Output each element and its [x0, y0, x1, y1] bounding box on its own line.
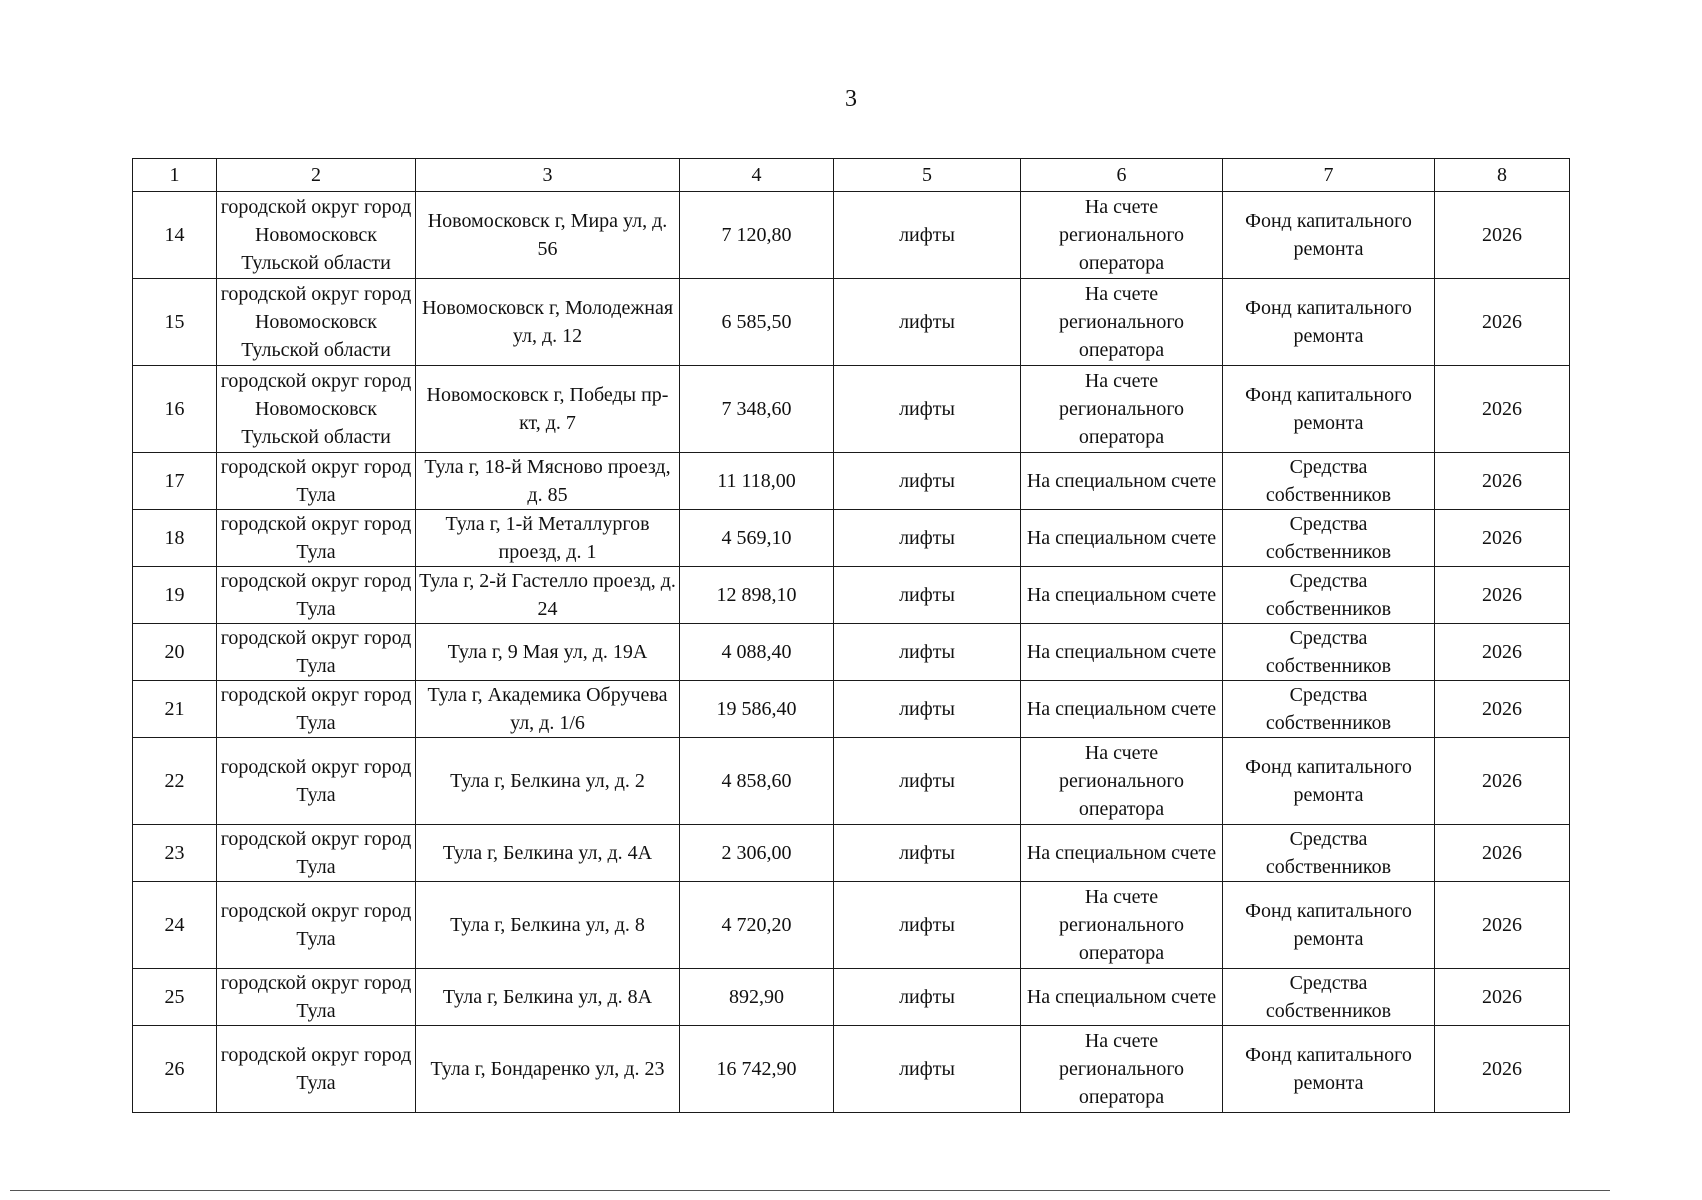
- column-header: 6: [1021, 159, 1223, 192]
- work-type: лифты: [834, 882, 1021, 969]
- municipal-district: городской округ город Новомосковск Тульской области: [217, 192, 416, 279]
- funding-source: Средства собственников: [1223, 825, 1435, 882]
- municipal-district: городской округ город Тула: [217, 738, 416, 825]
- municipal-district: городской округ город Тула: [217, 510, 416, 567]
- fund-account: На специальном счете: [1021, 453, 1223, 510]
- row-number: 25: [133, 969, 217, 1026]
- building-address: Тула г, Белкина ул, д. 8: [416, 882, 680, 969]
- building-area: 7 120,80: [680, 192, 834, 279]
- building-area: 2 306,00: [680, 825, 834, 882]
- work-type: лифты: [834, 969, 1021, 1026]
- row-number: 19: [133, 567, 217, 624]
- work-type: лифты: [834, 624, 1021, 681]
- building-area: 4 088,40: [680, 624, 834, 681]
- building-area: 4 569,10: [680, 510, 834, 567]
- funding-source: Средства собственников: [1223, 510, 1435, 567]
- fund-account: На счете регионального оператора: [1021, 1026, 1223, 1113]
- building-area: 4 720,20: [680, 882, 834, 969]
- funding-source: Средства собственников: [1223, 624, 1435, 681]
- fund-account: На специальном счете: [1021, 969, 1223, 1026]
- funding-source: Средства собственников: [1223, 567, 1435, 624]
- municipal-district: городской округ город Тула: [217, 567, 416, 624]
- row-number: 17: [133, 453, 217, 510]
- page-bottom-rule: [10, 1190, 1610, 1191]
- column-header: 7: [1223, 159, 1435, 192]
- fund-account: На специальном счете: [1021, 567, 1223, 624]
- column-header: 8: [1435, 159, 1570, 192]
- fund-account: На счете регионального оператора: [1021, 882, 1223, 969]
- fund-account: На специальном счете: [1021, 624, 1223, 681]
- repair-schedule-table: [132, 158, 1570, 1113]
- table-row: [133, 279, 1570, 366]
- table-row: [133, 738, 1570, 825]
- table-row: [133, 192, 1570, 279]
- fund-account: На специальном счете: [1021, 510, 1223, 567]
- building-area: 6 585,50: [680, 279, 834, 366]
- building-address: Тула г, Белкина ул, д. 4А: [416, 825, 680, 882]
- planned-year: 2026: [1435, 192, 1570, 279]
- building-address: Тула г, 18-й Мясново проезд, д. 85: [416, 453, 680, 510]
- table-row: [133, 510, 1570, 567]
- planned-year: 2026: [1435, 567, 1570, 624]
- row-number: 18: [133, 510, 217, 567]
- table-row: [133, 1026, 1570, 1113]
- building-address: Тула г, Академика Обручева ул, д. 1/6: [416, 681, 680, 738]
- building-address: Тула г, Белкина ул, д. 8А: [416, 969, 680, 1026]
- row-number: 24: [133, 882, 217, 969]
- fund-account: На счете регионального оператора: [1021, 366, 1223, 453]
- table-row: [133, 882, 1570, 969]
- row-number: 15: [133, 279, 217, 366]
- funding-source: Фонд капитального ремонта: [1223, 279, 1435, 366]
- work-type: лифты: [834, 738, 1021, 825]
- building-address: Тула г, Бондаренко ул, д. 23: [416, 1026, 680, 1113]
- municipal-district: городской округ город Тула: [217, 453, 416, 510]
- fund-account: На счете регионального оператора: [1021, 279, 1223, 366]
- planned-year: 2026: [1435, 681, 1570, 738]
- municipal-district: городской округ город Тула: [217, 969, 416, 1026]
- work-type: лифты: [834, 366, 1021, 453]
- planned-year: 2026: [1435, 510, 1570, 567]
- building-area: 892,90: [680, 969, 834, 1026]
- municipal-district: городской округ город Тула: [217, 882, 416, 969]
- fund-account: На специальном счете: [1021, 681, 1223, 738]
- planned-year: 2026: [1435, 825, 1570, 882]
- funding-source: Фонд капитального ремонта: [1223, 1026, 1435, 1113]
- work-type: лифты: [834, 453, 1021, 510]
- municipal-district: городской округ город Тула: [217, 825, 416, 882]
- work-type: лифты: [834, 1026, 1021, 1113]
- building-area: 19 586,40: [680, 681, 834, 738]
- work-type: лифты: [834, 192, 1021, 279]
- column-header: 2: [217, 159, 416, 192]
- building-address: Тула г, Белкина ул, д. 2: [416, 738, 680, 825]
- funding-source: Средства собственников: [1223, 453, 1435, 510]
- row-number: 23: [133, 825, 217, 882]
- row-number: 16: [133, 366, 217, 453]
- fund-account: На счете регионального оператора: [1021, 738, 1223, 825]
- table-header-row: [133, 159, 1570, 192]
- planned-year: 2026: [1435, 624, 1570, 681]
- municipal-district: городской округ город Новомосковск Тульской области: [217, 366, 416, 453]
- municipal-district: городской округ город Тула: [217, 624, 416, 681]
- table-row: [133, 969, 1570, 1026]
- building-address: Тула г, 1-й Металлургов проезд, д. 1: [416, 510, 680, 567]
- table-row: [133, 825, 1570, 882]
- building-area: 11 118,00: [680, 453, 834, 510]
- municipal-district: городской округ город Тула: [217, 1026, 416, 1113]
- work-type: лифты: [834, 681, 1021, 738]
- row-number: 26: [133, 1026, 217, 1113]
- funding-source: Фонд капитального ремонта: [1223, 882, 1435, 969]
- table-row: [133, 453, 1570, 510]
- building-area: 16 742,90: [680, 1026, 834, 1113]
- fund-account: На счете регионального оператора: [1021, 192, 1223, 279]
- building-address: Новомосковск г, Мира ул, д. 56: [416, 192, 680, 279]
- building-area: 7 348,60: [680, 366, 834, 453]
- row-number: 21: [133, 681, 217, 738]
- row-number: 20: [133, 624, 217, 681]
- column-header: 5: [834, 159, 1021, 192]
- work-type: лифты: [834, 567, 1021, 624]
- planned-year: 2026: [1435, 279, 1570, 366]
- planned-year: 2026: [1435, 366, 1570, 453]
- column-header: 3: [416, 159, 680, 192]
- funding-source: Фонд капитального ремонта: [1223, 738, 1435, 825]
- funding-source: Средства собственников: [1223, 969, 1435, 1026]
- table-row: [133, 624, 1570, 681]
- column-header: 4: [680, 159, 834, 192]
- row-number: 22: [133, 738, 217, 825]
- work-type: лифты: [834, 825, 1021, 882]
- work-type: лифты: [834, 279, 1021, 366]
- page-number: 3: [845, 86, 857, 112]
- planned-year: 2026: [1435, 738, 1570, 825]
- table-row: [133, 681, 1570, 738]
- building-area: 12 898,10: [680, 567, 834, 624]
- building-address: Новомосковск г, Молодежная ул, д. 12: [416, 279, 680, 366]
- planned-year: 2026: [1435, 882, 1570, 969]
- table-row: [133, 366, 1570, 453]
- building-address: Новомосковск г, Победы пр-кт, д. 7: [416, 366, 680, 453]
- building-address: Тула г, 9 Мая ул, д. 19А: [416, 624, 680, 681]
- building-address: Тула г, 2-й Гастелло проезд, д. 24: [416, 567, 680, 624]
- funding-source: Средства собственников: [1223, 681, 1435, 738]
- funding-source: Фонд капитального ремонта: [1223, 192, 1435, 279]
- table-row: [133, 567, 1570, 624]
- municipal-district: городской округ город Тула: [217, 681, 416, 738]
- planned-year: 2026: [1435, 1026, 1570, 1113]
- row-number: 14: [133, 192, 217, 279]
- column-header: 1: [133, 159, 217, 192]
- planned-year: 2026: [1435, 969, 1570, 1026]
- funding-source: Фонд капитального ремонта: [1223, 366, 1435, 453]
- fund-account: На специальном счете: [1021, 825, 1223, 882]
- municipal-district: городской округ город Новомосковск Тульской области: [217, 279, 416, 366]
- planned-year: 2026: [1435, 453, 1570, 510]
- building-area: 4 858,60: [680, 738, 834, 825]
- work-type: лифты: [834, 510, 1021, 567]
